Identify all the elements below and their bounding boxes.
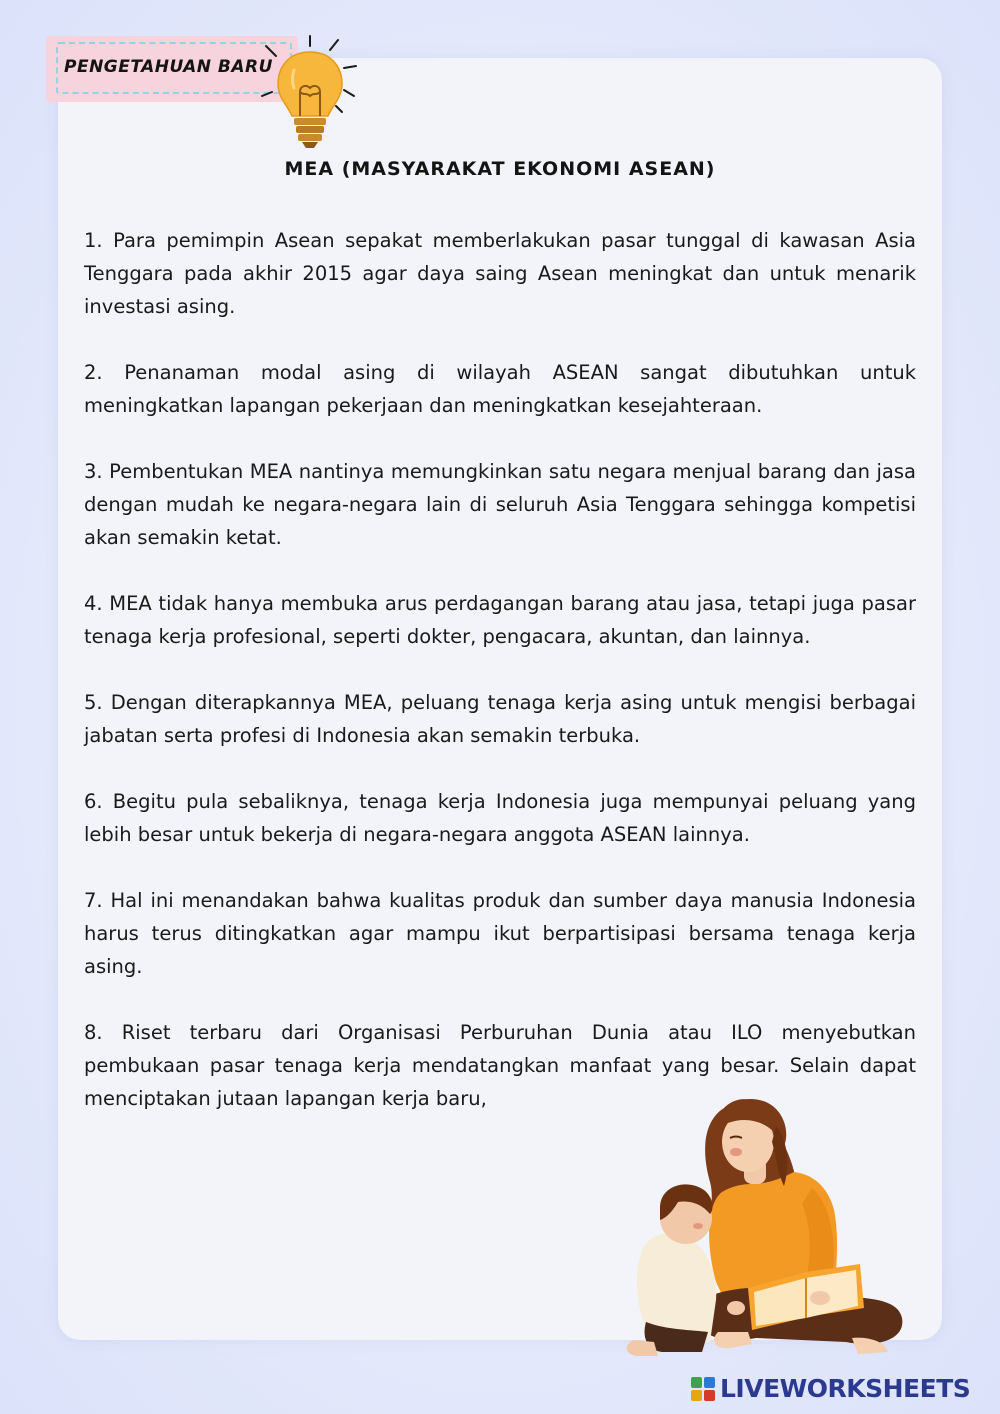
mother-child-reading-illustration (606, 1086, 912, 1368)
paragraph-list (84, 224, 916, 1148)
paragraph-4: 4. MEA tidak hanya membuka arus perdagangan barang atau jasa, tetapi juga pasar tenaga kerja profesional, seperti dokter, pengacara, akuntan, dan lainnya. (84, 592, 916, 648)
lightbulb-icon (258, 34, 364, 152)
brand-text: LIVEWORKSHEETS (720, 1374, 971, 1403)
paragraph-1: 1. Para pemimpin Asean sepakat memberlakukan pasar tunggal di kawasan Asia Tenggara pada akhir 2015 agar daya saing Asean meningkat dan untuk menarik investasi asing. (84, 229, 916, 318)
page-title: MEA (MASYARAKAT EKONOMI ASEAN) (284, 158, 716, 180)
paragraph-8: 8. Riset terbaru dari Organisasi Perburuhan Dunia atau ILO menyebutkan pembukaan pasar tenaga kerja mendatangkan manfaat yang besar. Selain dapat menciptakan jutaan lapangan kerja baru, (84, 1021, 916, 1110)
paragraph-5: 5. Dengan diterapkannya MEA, peluang tenaga kerja asing untuk mengisi berbagai jabatan serta profesi di Indonesia akan semakin terbuka. (84, 691, 916, 747)
paragraph-6: 6. Begitu pula sebaliknya, tenaga kerja Indonesia juga mempunyai peluang yang lebih besar untuk bekerja di negara-negara anggota ASEAN lainnya. (84, 790, 916, 846)
paragraph-7: 7. Hal ini menandakan bahwa kualitas produk dan sumber daya manusia Indonesia harus terus ditingkatkan agar mampu ikut berpartisipasi bersama tenaga kerja asing. (84, 889, 916, 978)
paragraph-3: 3. Pembentukan MEA nantinya memungkinkan satu negara menjual barang dan jasa dengan mudah ke negara-negara lain di seluruh Asia Tenggara sehingga kompetisi akan semakin ketat. (84, 460, 916, 549)
section-label: PENGETAHUAN BARU (64, 57, 273, 77)
paragraph-2: 2. Penanaman modal asing di wilayah ASEAN sangat dibutuhkan untuk meningkatkan lapangan pekerjaan dan meningkatkan kesejahteraan. (84, 361, 916, 417)
liveworksheets-brand[interactable] (690, 1374, 970, 1403)
liveworksheets-logo-icon (690, 1376, 716, 1402)
